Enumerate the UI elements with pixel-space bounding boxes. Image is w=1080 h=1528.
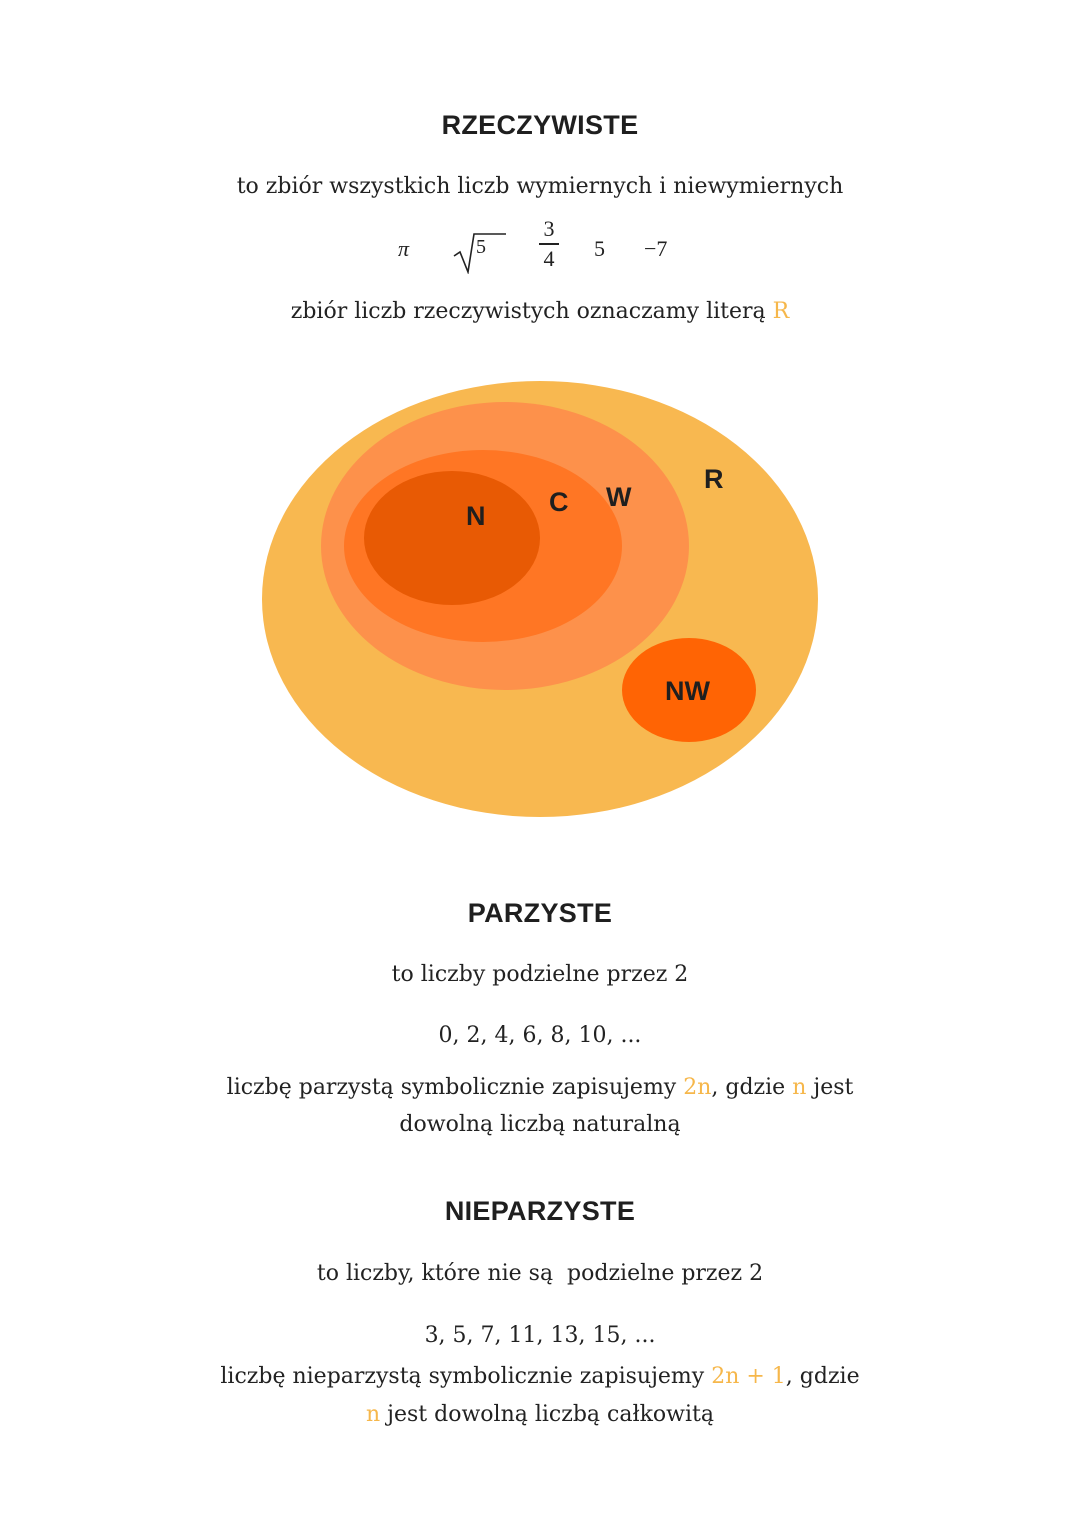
even-symbolic-suffix: jest [806,1075,854,1100]
set-nw-label: NW [665,676,710,706]
odd-symbolic-suffix: , gdzie [785,1364,860,1389]
odd-symbolic-line2-text: jest dowolną liczbą całkowitą [380,1402,714,1427]
set-r-label: R [704,464,724,494]
number-sets-venn-diagram [0,370,1080,830]
fraction-example [537,216,561,272]
real-numbers-notation [0,299,1080,324]
even-numbers-symbolic [0,1075,1080,1100]
odd-numbers-definition: to liczby, które nie są podzielne przez 2 [316,1261,764,1286]
real-numbers-definition: to zbiór wszystkich liczb wymiernych i niewymiernych [236,174,844,199]
odd-numbers-symbolic-line2 [0,1402,1080,1427]
even-numbers-examples: 0, 2, 4, 6, 8, 10, ... [438,1023,642,1048]
square-root-example [452,230,508,274]
even-symbolic-variable: n [792,1075,807,1100]
integer-example-five: 5 [594,236,605,261]
even-numbers-definition: to liczby podzielne przez 2 [391,962,689,987]
odd-numbers-symbolic [0,1364,1080,1389]
odd-numbers-examples: 3, 5, 7, 11, 13, 15, ... [424,1323,656,1348]
odd-symbolic-expression: 2n + 1 [711,1364,786,1389]
set-n-label: N [466,501,486,531]
notation-text: zbiór liczb rzeczywistych oznaczamy literą [290,299,773,324]
odd-numbers-heading: NIEPARZYSTE [444,1196,636,1226]
odd-symbolic-variable: n [366,1402,381,1427]
notation-letter: R [772,299,790,324]
real-number-examples [0,216,1080,280]
even-numbers-symbolic-line2: dowolną liczbą naturalną [399,1112,681,1137]
fraction-numerator: 3 [543,216,555,241]
even-symbolic-prefix: liczbę parzystą symbolicznie zapisujemy [226,1075,684,1100]
integer-example-minus-seven: −7 [644,236,668,261]
fraction-bar [539,243,559,245]
odd-symbolic-prefix: liczbę nieparzystą symbolicznie zapisujemy [220,1364,712,1389]
even-numbers-heading: PARZYSTE [467,898,613,928]
set-n-ellipse [364,471,540,605]
even-symbolic-expression: 2n [683,1075,712,1100]
real-numbers-heading: RZECZYWISTE [441,110,639,140]
square-root-radicand: 5 [476,236,486,258]
set-c-label: C [549,487,569,517]
fraction-denominator: 4 [543,245,555,271]
pi-symbol: π [398,236,410,261]
set-w-label: W [606,482,632,512]
even-symbolic-mid: , gdzie [711,1075,793,1100]
